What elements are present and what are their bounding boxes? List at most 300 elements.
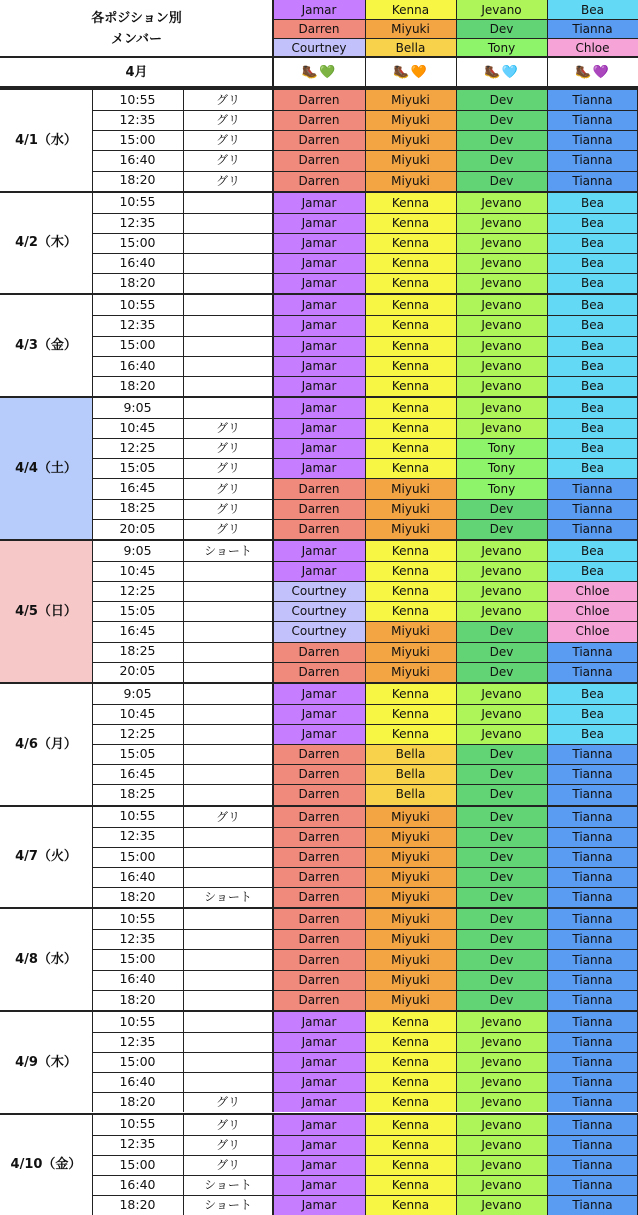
staff-cell: Bea [547,418,638,438]
staff-cell: Dev [456,784,547,804]
time-slot: 12:35 [92,1032,183,1052]
time-slot: 15:05 [92,744,183,764]
staff-cell: Jevano [456,356,547,376]
staff-cell: Jevano [456,1052,547,1072]
staff-cell: Kenna [365,1175,456,1195]
grid-line [92,807,93,908]
grid-line [456,909,457,1010]
slot-note: グリ [183,1135,273,1155]
staff-cell: Courtney [273,601,365,621]
time-slot: 18:25 [92,642,183,662]
staff-cell: Tianna [547,1012,638,1032]
staff-cell: Tianna [547,1195,638,1215]
staff-cell: Bea [547,398,638,418]
slot-note: グリ [183,90,273,110]
staff-cell: Darren [273,827,365,847]
grid-line [183,541,184,682]
staff-cell: Bea [547,315,638,335]
staff-cell: Kenna [365,704,456,724]
staff-cell: Tianna [547,744,638,764]
staff-cell: Darren [273,90,365,110]
time-slot: 16:40 [92,1175,183,1195]
staff-cell: Kenna [365,295,456,315]
grid-line [547,0,548,88]
staff-cell: Miyuki [365,150,456,170]
staff-cell: Darren [273,887,365,907]
roster-cell: Tony [456,38,547,57]
staff-cell: Tianna [547,807,638,827]
staff-cell: Darren [273,807,365,827]
grid-line [365,807,366,908]
staff-cell: Kenna [365,1115,456,1135]
staff-cell: Darren [273,130,365,150]
staff-cell: Bea [547,233,638,253]
time-slot: 12:35 [92,213,183,233]
time-slot: 10:55 [92,193,183,213]
staff-cell: Bella [365,764,456,784]
staff-cell: Jevano [456,1032,547,1052]
grid-line [456,684,457,805]
staff-cell: Jevano [456,193,547,213]
roster-cell: Darren [273,19,365,38]
time-slot: 10:55 [92,909,183,929]
time-slot: 18:25 [92,784,183,804]
grid-line [272,541,274,682]
slot-note [183,233,273,253]
staff-cell: Tianna [547,867,638,887]
time-slot: 16:40 [92,867,183,887]
staff-cell: Jamar [273,253,365,273]
grid-line [547,90,548,191]
staff-cell: Jevano [456,1115,547,1135]
grid-line [547,807,548,908]
slot-note [183,376,273,396]
staff-cell: Kenna [365,581,456,601]
grid-line [272,295,274,396]
staff-cell: Kenna [365,253,456,273]
grid-line [272,0,274,88]
time-slot: 12:35 [92,315,183,335]
grid-line [365,1012,366,1113]
grid-line [92,1012,93,1113]
staff-cell: Jamar [273,541,365,561]
staff-cell: Jamar [273,1175,365,1195]
grid-line [272,684,274,805]
time-slot: 10:55 [92,807,183,827]
grid-line [365,295,366,396]
staff-cell: Tianna [547,1092,638,1112]
staff-cell: Miyuki [365,970,456,990]
staff-cell: Darren [273,990,365,1010]
slot-note [183,684,273,704]
staff-cell: Dev [456,150,547,170]
day-label: 4/10（金） [0,1115,92,1215]
staff-cell: Kenna [365,458,456,478]
grid-line [456,0,457,88]
staff-cell: Jevano [456,253,547,273]
slot-note: グリ [183,1115,273,1135]
staff-cell: Jamar [273,704,365,724]
staff-cell: Dev [456,970,547,990]
staff-cell: Darren [273,519,365,539]
staff-cell: Jevano [456,704,547,724]
time-slot: 12:25 [92,724,183,744]
time-slot: 16:45 [92,621,183,641]
slot-note: グリ [183,150,273,170]
staff-cell: Bea [547,376,638,396]
staff-cell: Kenna [365,376,456,396]
staff-cell: Jevano [456,1175,547,1195]
slot-note [183,827,273,847]
slot-note [183,990,273,1010]
staff-cell: Jamar [273,1092,365,1112]
position-emoji-icon: 🥾💚 [273,57,365,87]
staff-cell: Bea [547,295,638,315]
staff-cell: Dev [456,130,547,150]
grid-line [92,398,93,539]
day-label: 4/4（土） [0,398,92,539]
time-slot: 18:20 [92,1092,183,1112]
staff-cell: Dev [456,642,547,662]
staff-cell: Tianna [547,764,638,784]
staff-cell: Tianna [547,970,638,990]
time-slot: 9:05 [92,398,183,418]
time-slot: 18:25 [92,499,183,519]
staff-cell: Kenna [365,1032,456,1052]
staff-cell: Miyuki [365,90,456,110]
slot-note [183,662,273,682]
staff-cell: Jevano [456,418,547,438]
staff-cell: Tianna [547,150,638,170]
staff-cell: Jevano [456,398,547,418]
slot-note: グリ [183,110,273,130]
slot-note: グリ [183,171,273,191]
slot-note: グリ [183,130,273,150]
grid-line [92,193,93,294]
slot-note: グリ [183,499,273,519]
time-slot: 16:40 [92,356,183,376]
time-slot: 15:00 [92,1155,183,1175]
staff-cell: Chloe [547,601,638,621]
staff-cell: Dev [456,744,547,764]
grid-line [456,541,457,682]
time-slot: 15:00 [92,336,183,356]
staff-cell: Jevano [456,561,547,581]
staff-cell: Jamar [273,273,365,293]
staff-cell: Miyuki [365,909,456,929]
staff-cell: Jevano [456,233,547,253]
staff-cell: Dev [456,171,547,191]
time-slot: 10:55 [92,1115,183,1135]
day-label: 4/8（水） [0,909,92,1010]
staff-cell: Jamar [273,458,365,478]
staff-cell: Jamar [273,233,365,253]
staff-cell: Bella [365,784,456,804]
grid-line [272,1012,274,1113]
grid-line [183,1012,184,1113]
slot-note: グリ [183,438,273,458]
time-slot: 18:20 [92,273,183,293]
time-slot: 12:35 [92,929,183,949]
time-slot: 16:40 [92,1072,183,1092]
staff-cell: Tianna [547,1115,638,1135]
staff-cell: Jevano [456,315,547,335]
staff-cell: Miyuki [365,807,456,827]
slot-note [183,398,273,418]
slot-note [183,909,273,929]
staff-cell: Tianna [547,1155,638,1175]
staff-cell: Bea [547,541,638,561]
grid-line [0,88,638,90]
slot-note: グリ [183,1092,273,1112]
staff-cell: Miyuki [365,110,456,130]
grid-line [365,90,366,191]
grid-line [547,295,548,396]
staff-cell: Bea [547,253,638,273]
staff-cell: Kenna [365,541,456,561]
slot-note: グリ [183,519,273,539]
grid-line [547,398,548,539]
staff-cell: Jevano [456,581,547,601]
staff-cell: Bella [365,744,456,764]
roster-cell: Courtney [273,38,365,57]
time-slot: 12:25 [92,581,183,601]
staff-cell: Darren [273,784,365,804]
time-slot: 10:45 [92,704,183,724]
staff-cell: Jamar [273,213,365,233]
staff-cell: Tianna [547,642,638,662]
staff-cell: Kenna [365,193,456,213]
staff-cell: Bea [547,724,638,744]
grid-line [92,90,93,191]
staff-cell: Chloe [547,581,638,601]
staff-cell: Darren [273,949,365,969]
staff-cell: Jevano [456,336,547,356]
slot-note [183,193,273,213]
staff-cell: Jamar [273,1195,365,1215]
time-slot: 16:45 [92,764,183,784]
staff-cell: Darren [273,642,365,662]
staff-cell: Jevano [456,273,547,293]
staff-cell: Miyuki [365,887,456,907]
grid-line [365,0,366,88]
grid-line [547,1012,548,1113]
staff-cell: Jevano [456,1135,547,1155]
staff-cell: Bea [547,213,638,233]
staff-cell: Dev [456,807,547,827]
staff-cell: Tianna [547,90,638,110]
staff-cell: Miyuki [365,478,456,498]
roster-cell: Jevano [456,0,547,19]
time-slot: 9:05 [92,684,183,704]
staff-cell: Kenna [365,315,456,335]
staff-cell: Tianna [547,887,638,907]
staff-cell: Kenna [365,561,456,581]
staff-cell: Tianna [547,110,638,130]
slot-note [183,642,273,662]
staff-cell: Kenna [365,1072,456,1092]
time-slot: 12:25 [92,438,183,458]
staff-cell: Darren [273,150,365,170]
grid-line [365,684,366,805]
grid-line [272,398,274,539]
staff-cell: Bea [547,273,638,293]
time-slot: 15:05 [92,458,183,478]
position-emoji-icon: 🥾🧡 [365,57,456,87]
grid-line [456,295,457,396]
staff-cell: Darren [273,110,365,130]
staff-cell: Miyuki [365,519,456,539]
staff-cell: Kenna [365,1135,456,1155]
staff-cell: Miyuki [365,867,456,887]
staff-cell: Miyuki [365,171,456,191]
time-slot: 18:20 [92,171,183,191]
time-slot: 15:05 [92,601,183,621]
staff-cell: Dev [456,764,547,784]
staff-cell: Miyuki [365,990,456,1010]
slot-note [183,1032,273,1052]
staff-cell: Darren [273,847,365,867]
slot-note [183,784,273,804]
roster-cell: Chloe [547,38,638,57]
grid-line [547,541,548,682]
slot-note: グリ [183,458,273,478]
grid-line [92,541,93,682]
staff-cell: Kenna [365,684,456,704]
grid-line [456,90,457,191]
roster-cell: Bella [365,38,456,57]
staff-cell: Jamar [273,1072,365,1092]
roster-cell: Bea [547,0,638,19]
slot-note: グリ [183,1155,273,1175]
grid-line [183,398,184,539]
staff-cell: Tianna [547,827,638,847]
grid-line [547,193,548,294]
grid-line [183,684,184,805]
staff-cell: Dev [456,90,547,110]
staff-cell: Kenna [365,724,456,744]
grid-line [547,909,548,1010]
month-label: 4月 [0,57,273,87]
staff-cell: Bea [547,684,638,704]
slot-note [183,315,273,335]
staff-cell: Dev [456,949,547,969]
staff-cell: Jamar [273,376,365,396]
staff-cell: Dev [456,621,547,641]
staff-cell: Jamar [273,724,365,744]
day-label: 4/2（木） [0,193,92,294]
staff-cell: Tianna [547,478,638,498]
day-label: 4/6（月） [0,684,92,805]
slot-note [183,273,273,293]
staff-cell: Tianna [547,499,638,519]
day-label: 4/9（木） [0,1012,92,1113]
time-slot: 15:00 [92,1052,183,1072]
staff-cell: Jevano [456,1012,547,1032]
grid-line [456,398,457,539]
staff-cell: Jevano [456,541,547,561]
slot-note [183,847,273,867]
staff-cell: Dev [456,990,547,1010]
time-slot: 18:20 [92,887,183,907]
staff-cell: Dev [456,847,547,867]
slot-note [183,764,273,784]
time-slot: 18:20 [92,990,183,1010]
grid-line [365,193,366,294]
staff-cell: Miyuki [365,130,456,150]
time-slot: 16:40 [92,253,183,273]
staff-cell: Kenna [365,1155,456,1175]
slot-note [183,1052,273,1072]
time-slot: 10:45 [92,418,183,438]
roster-cell: Tianna [547,19,638,38]
staff-cell: Tianna [547,949,638,969]
staff-cell: Jamar [273,1032,365,1052]
time-slot: 12:35 [92,827,183,847]
staff-cell: Kenna [365,438,456,458]
grid-line [92,295,93,396]
time-slot: 15:00 [92,949,183,969]
staff-cell: Miyuki [365,621,456,641]
staff-cell: Chloe [547,621,638,641]
grid-line [272,193,274,294]
staff-cell: Dev [456,499,547,519]
staff-cell: Darren [273,909,365,929]
staff-cell: Kenna [365,601,456,621]
staff-cell: Jevano [456,1092,547,1112]
grid-line [183,90,184,191]
staff-cell: Kenna [365,1052,456,1072]
staff-cell: Jamar [273,295,365,315]
staff-cell: Jamar [273,561,365,581]
slot-note [183,213,273,233]
time-slot: 10:55 [92,1012,183,1032]
staff-cell: Miyuki [365,827,456,847]
staff-cell: Tianna [547,990,638,1010]
staff-cell: Dev [456,909,547,929]
grid-line [456,1012,457,1113]
slot-note [183,561,273,581]
staff-cell: Jevano [456,295,547,315]
staff-cell: Darren [273,764,365,784]
slot-note [183,356,273,376]
staff-cell: Tianna [547,847,638,867]
time-slot: 12:35 [92,1135,183,1155]
staff-cell: Jamar [273,193,365,213]
staff-cell: Jevano [456,1195,547,1215]
time-slot: 10:55 [92,90,183,110]
staff-cell: Jamar [273,1052,365,1072]
staff-cell: Tianna [547,519,638,539]
staff-cell: Jevano [456,684,547,704]
grid-line [183,807,184,908]
staff-cell: Darren [273,744,365,764]
staff-cell: Tianna [547,1052,638,1072]
header-title [0,0,273,57]
staff-cell: Jamar [273,438,365,458]
staff-cell: Jamar [273,1135,365,1155]
slot-note [183,744,273,764]
staff-cell: Tianna [547,1032,638,1052]
staff-cell: Tianna [547,1072,638,1092]
staff-cell: Kenna [365,1012,456,1032]
time-slot: 15:00 [92,847,183,867]
staff-cell: Jamar [273,315,365,335]
staff-cell: Jevano [456,601,547,621]
staff-cell: Jamar [273,1012,365,1032]
staff-cell: Bea [547,438,638,458]
time-slot: 20:05 [92,519,183,539]
